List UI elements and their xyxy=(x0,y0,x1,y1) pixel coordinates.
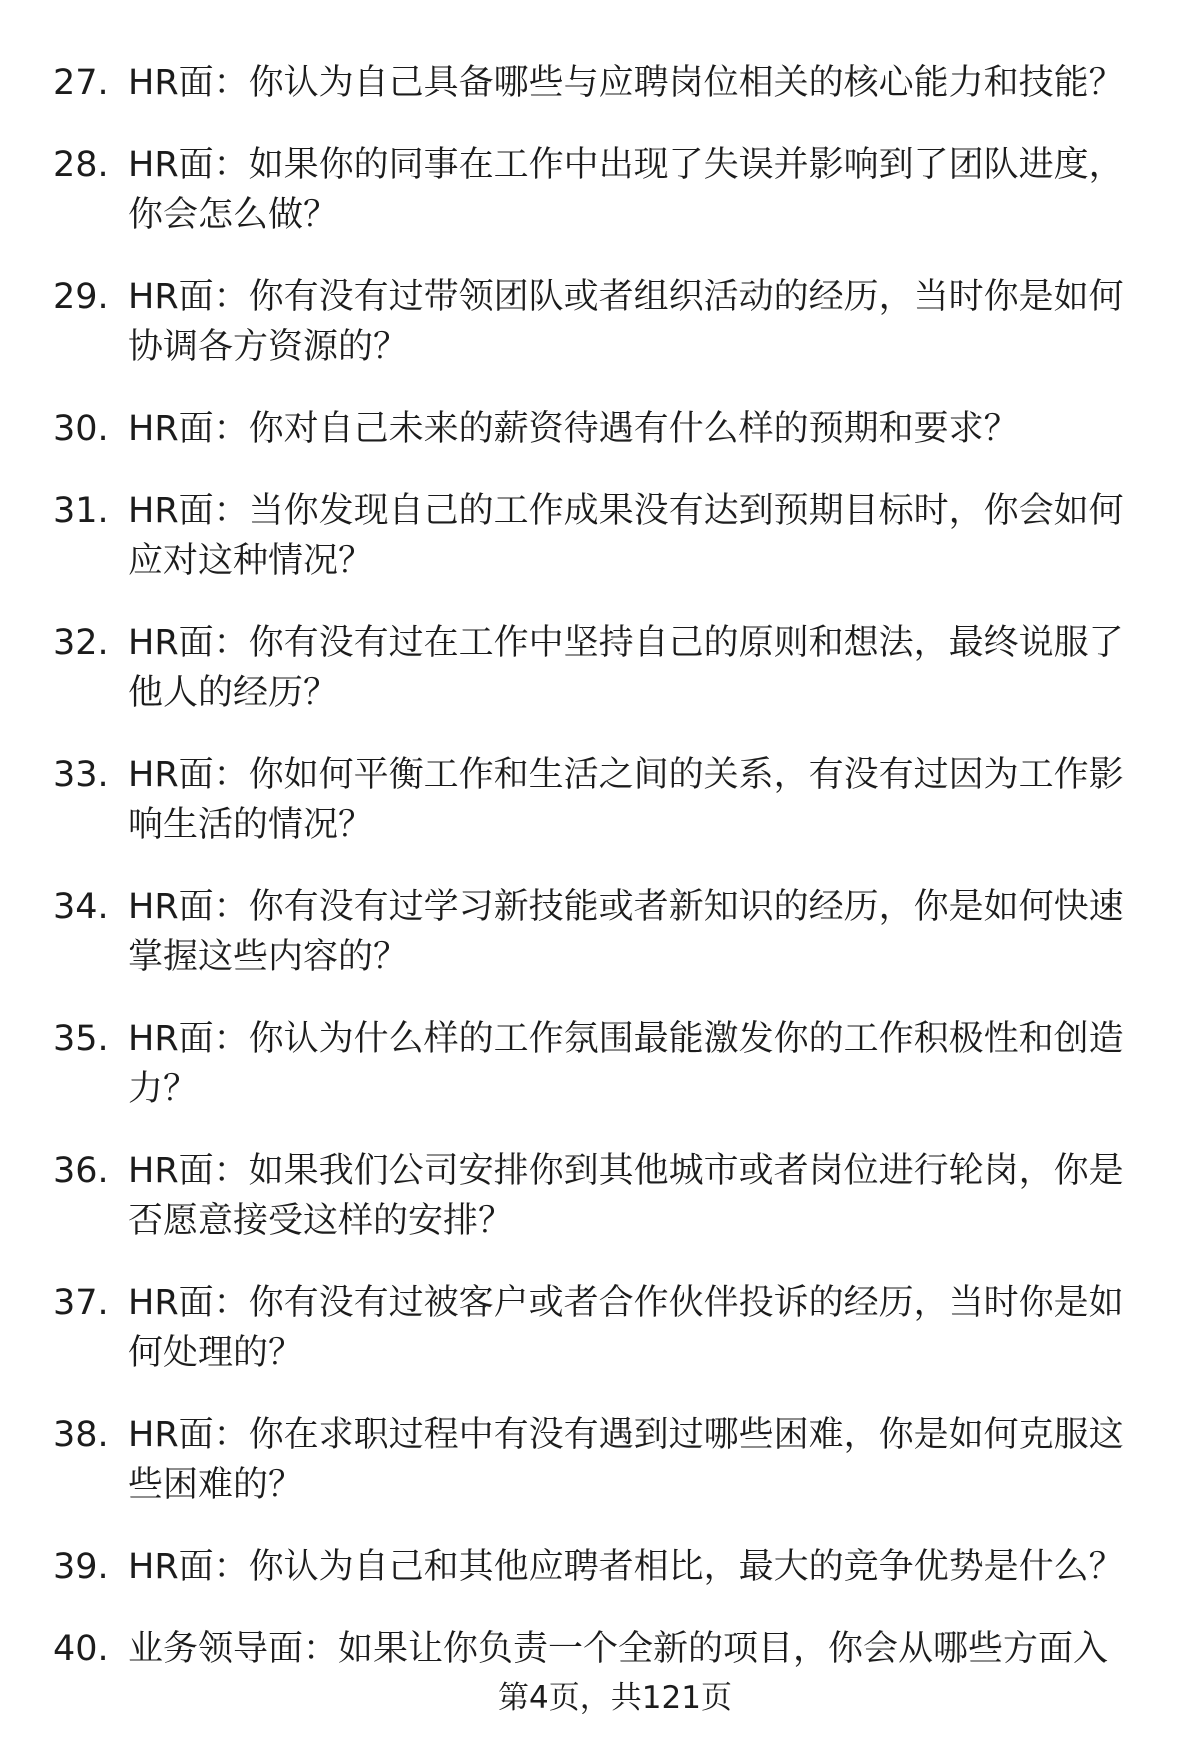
question-text-line: HR面：你在求职过程中有没有遇到过哪些困难，你是如何克服这 xyxy=(128,1415,1124,1455)
question-text-line: 应对这种情况？ xyxy=(128,541,374,581)
question-text-line: HR面：你对自己未来的薪资待遇有什么样的预期和要求？ xyxy=(128,409,1019,449)
question-item xyxy=(0,404,1200,454)
question-text xyxy=(128,882,1168,982)
question-text-line: HR面：你有没有过带领团队或者组织活动的经历，当时你是如何 xyxy=(128,277,1124,317)
question-item xyxy=(0,1410,1200,1510)
question-text xyxy=(128,486,1168,586)
question-text xyxy=(128,1278,1168,1378)
question-text-line: HR面：你如何平衡工作和生活之间的关系，有没有过因为工作影 xyxy=(128,755,1124,795)
question-text-line: 些困难的？ xyxy=(128,1465,304,1505)
question-text xyxy=(128,58,1168,108)
question-item xyxy=(0,1146,1200,1246)
question-text xyxy=(128,750,1168,850)
question-text-line: HR面：当你发现自己的工作成果没有达到预期目标时，你会如何 xyxy=(128,491,1124,531)
question-number: 31. xyxy=(53,491,109,531)
question-text xyxy=(128,140,1168,240)
question-number: 32. xyxy=(53,623,109,663)
question-item xyxy=(0,486,1200,586)
question-number: 36. xyxy=(53,1151,109,1191)
question-number: 35. xyxy=(53,1019,109,1059)
question-number: 34. xyxy=(53,887,109,927)
question-item xyxy=(0,1542,1200,1592)
question-item xyxy=(0,1624,1200,1674)
question-list xyxy=(0,58,1200,1706)
question-text xyxy=(128,1410,1168,1510)
question-text-line: 否愿意接受这样的安排？ xyxy=(128,1201,514,1241)
question-text-line: 你会怎么做？ xyxy=(128,195,339,235)
question-item xyxy=(0,1278,1200,1378)
question-text xyxy=(128,1624,1168,1674)
question-text-line: HR面：你有没有过被客户或者合作伙伴投诉的经历，当时你是如 xyxy=(128,1283,1124,1323)
question-text-line: 协调各方资源的？ xyxy=(128,327,409,367)
question-number: 37. xyxy=(53,1283,109,1323)
question-text xyxy=(128,272,1168,372)
question-text xyxy=(128,1146,1168,1246)
question-text-line: HR面：如果你的同事在工作中出现了失误并影响到了团队进度， xyxy=(128,145,1124,185)
question-number: 40. xyxy=(53,1629,109,1669)
question-item xyxy=(0,140,1200,240)
question-text-line: HR面：你有没有过学习新技能或者新知识的经历，你是如何快速 xyxy=(128,887,1124,927)
question-text xyxy=(128,1542,1168,1592)
page-footer: 第4页，共121页 xyxy=(498,1680,732,1716)
question-item xyxy=(0,882,1200,982)
question-item xyxy=(0,58,1200,108)
question-text-line: HR面：你有没有过在工作中坚持自己的原则和想法，最终说服了 xyxy=(128,623,1124,663)
question-number: 28. xyxy=(53,145,109,185)
question-text-line: 何处理的？ xyxy=(128,1333,304,1373)
question-text xyxy=(128,618,1168,718)
question-text-line: HR面：你认为自己具备哪些与应聘岗位相关的核心能力和技能？ xyxy=(128,63,1124,103)
question-number: 39. xyxy=(53,1547,109,1587)
question-text-line: 业务领导面：如果让你负责一个全新的项目，你会从哪些方面入 xyxy=(128,1629,1109,1669)
question-item xyxy=(0,750,1200,850)
question-number: 33. xyxy=(53,755,109,795)
question-text-line: HR面：如果我们公司安排你到其他城市或者岗位进行轮岗，你是 xyxy=(128,1151,1124,1191)
question-number: 38. xyxy=(53,1415,109,1455)
question-item xyxy=(0,272,1200,372)
question-text-line: HR面：你认为自己和其他应聘者相比，最大的竞争优势是什么？ xyxy=(128,1547,1124,1587)
question-number: 30. xyxy=(53,409,109,449)
question-text xyxy=(128,404,1168,454)
question-item xyxy=(0,1014,1200,1114)
question-number: 29. xyxy=(53,277,109,317)
question-text xyxy=(128,1014,1168,1114)
question-text-line: 掌握这些内容的？ xyxy=(128,937,409,977)
question-text-line: HR面：你认为什么样的工作氛围最能激发你的工作积极性和创造 xyxy=(128,1019,1124,1059)
question-item xyxy=(0,618,1200,718)
question-number: 27. xyxy=(53,63,109,103)
question-text-line: 力？ xyxy=(128,1069,199,1109)
question-text-line: 响生活的情况？ xyxy=(128,805,374,845)
question-text-line: 他人的经历？ xyxy=(128,673,339,713)
